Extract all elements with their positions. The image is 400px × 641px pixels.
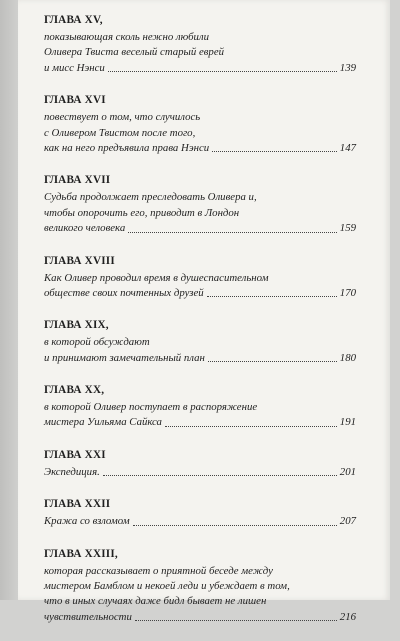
chapter-description-line: мистера Уильяма Сайкса [44, 416, 162, 429]
toc-entry-chapter-18 [44, 253, 356, 302]
chapter-last-line [44, 286, 356, 301]
chapter-description-line: мистером Бамблом и некоей леди и убеждает в том, [44, 580, 290, 593]
dot-leader [135, 620, 337, 621]
chapter-description-line: и принимают замечательный план [44, 351, 205, 364]
toc-entry-chapter-22 [44, 496, 356, 529]
page-number: 159 [339, 222, 356, 235]
chapter-last-line [44, 465, 356, 480]
chapter-last-line [44, 415, 356, 430]
chapter-heading: ГЛАВА XXI [44, 448, 106, 461]
chapter-description-line: в которой Оливер поступает в распоряжение [44, 401, 258, 414]
dot-leader [103, 475, 337, 476]
chapter-heading: ГЛАВА XIX, [44, 319, 109, 332]
chapter-description-line: с Оливером Твистом после того, [44, 126, 196, 139]
dot-leader [133, 525, 337, 526]
page-number: 216 [339, 610, 356, 623]
chapter-last-line [44, 61, 356, 76]
dot-leader [212, 151, 337, 152]
toc-entry-chapter-21 [44, 447, 356, 480]
chapter-description-line: великого человека [44, 222, 126, 235]
chapter-last-line [44, 610, 356, 625]
chapter-heading: ГЛАВА XXII [44, 498, 111, 511]
table-of-contents [44, 12, 356, 641]
page-number: 147 [339, 141, 356, 154]
dot-leader [207, 296, 337, 297]
toc-entry-chapter-23 [44, 546, 356, 626]
toc-entry-chapter-20 [44, 382, 356, 431]
chapter-last-line [44, 141, 356, 156]
chapter-description-line: Оливера Твиста веселый старый еврей [44, 46, 225, 59]
chapter-description-line: чтобы опорочить его, приводит в Лондон [44, 206, 240, 219]
dot-leader [108, 71, 337, 72]
chapter-heading: ГЛАВА XX, [44, 384, 105, 397]
chapter-description-line: чувствительности [44, 610, 132, 623]
dot-leader [165, 426, 337, 427]
chapter-heading: ГЛАВА XXIII, [44, 547, 118, 560]
chapter-description-line: повествует о том, что случилось [44, 111, 201, 124]
chapter-description-line: как на него предъявила права Нэнси [44, 141, 210, 154]
page-number: 180 [339, 351, 356, 364]
chapter-description-line: Экспедиция. [44, 465, 100, 478]
dot-leader [208, 361, 337, 362]
chapter-last-line [44, 351, 356, 366]
chapter-description-line: Как Оливер проводил время в душеспасительном [44, 271, 269, 284]
chapter-description-line: Кража со взломом [44, 515, 130, 528]
toc-entry-chapter-17 [44, 172, 356, 236]
chapter-heading: ГЛАВА XVI [44, 94, 106, 107]
chapter-description-line: и мисс Нэнси [44, 61, 105, 74]
chapter-description-line: что в иных случаях даже бидл бывает не лишен [44, 595, 267, 608]
page-number: 139 [339, 61, 356, 74]
page-number: 191 [339, 416, 356, 429]
toc-entry-chapter-16 [44, 92, 356, 156]
chapter-description-line: показывающая сколь нежно любили [44, 31, 210, 43]
page-number: 207 [339, 515, 356, 528]
dot-leader [128, 232, 337, 233]
chapter-last-line [44, 514, 356, 529]
chapter-description-line: которая рассказывает о приятной беседе между [44, 564, 273, 577]
chapter-heading: ГЛАВА XV, [44, 14, 103, 26]
toc-entry-chapter-15 [44, 12, 356, 76]
chapter-description-line: Судьба продолжает преследовать Оливера и, [44, 191, 257, 204]
page-number: 201 [339, 465, 356, 478]
chapter-last-line [44, 221, 356, 236]
chapter-heading: ГЛАВА XVII [44, 174, 111, 187]
chapter-description-line: в которой обсуждают [44, 336, 150, 349]
chapter-heading: ГЛАВА XVIII [44, 254, 115, 267]
toc-entry-chapter-19 [44, 317, 356, 366]
chapter-description-line: обществе своих почтенных друзей [44, 286, 204, 299]
page-edge-shadow [0, 0, 18, 600]
page-number: 170 [339, 286, 356, 299]
